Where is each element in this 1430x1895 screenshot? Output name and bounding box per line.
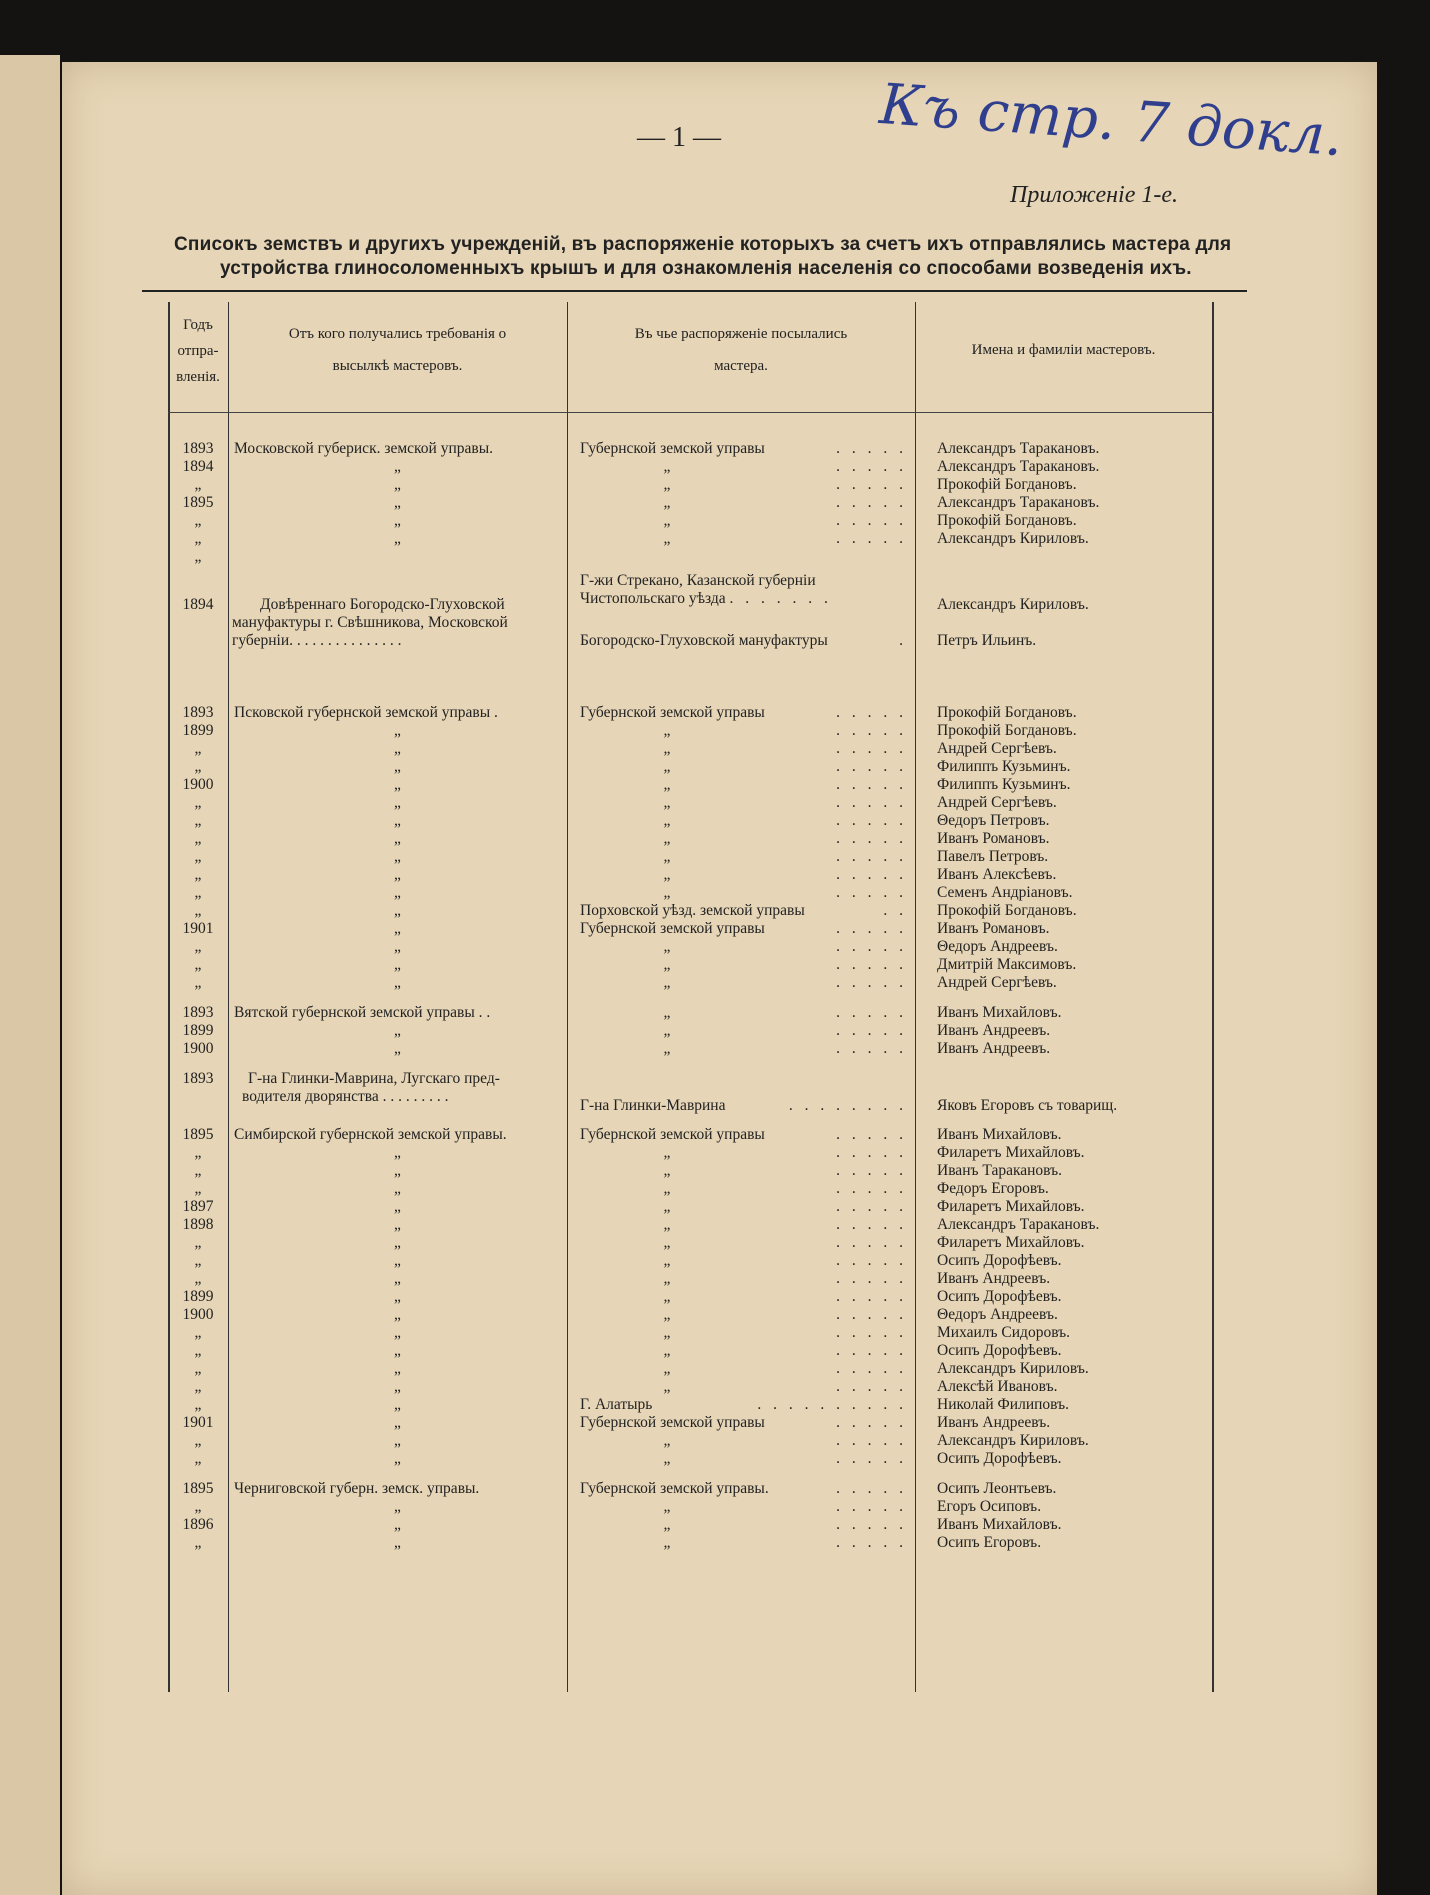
- header-masters: Имена и фамиліи мастеровъ.: [971, 342, 1156, 358]
- requester-cell: „: [394, 1216, 401, 1233]
- requester-cell: „: [394, 1324, 401, 1341]
- leader-dots: . . . . .: [836, 938, 907, 955]
- year-cell: „: [194, 974, 202, 991]
- recipient-cell: „: [663, 1450, 671, 1467]
- leader-dots: . . . . .: [836, 476, 907, 493]
- leader-dots: . . . . .: [836, 1450, 907, 1467]
- requester-cell: „: [394, 1306, 401, 1323]
- recipient-cell: Губернской земской управы: [580, 704, 765, 721]
- master-name-cell: Прокофій Богдановъ.: [937, 704, 1077, 721]
- master-name-cell: Осипъ Дорофѣевъ.: [937, 1342, 1062, 1359]
- requester-line: губерніи. . . . . . . . . . . . . . .: [232, 632, 402, 649]
- requester-cell: „: [394, 758, 401, 775]
- year-cell: 1900: [182, 1306, 214, 1323]
- recipient-cell: „: [663, 1516, 671, 1533]
- recipient-cell: „: [663, 956, 671, 973]
- master-name-cell: Александръ Кириловъ.: [937, 1360, 1089, 1377]
- requester-cell: „: [394, 902, 401, 919]
- master-name-cell: Иванъ Михайловъ.: [937, 1516, 1062, 1533]
- year-cell: „: [194, 1396, 202, 1413]
- master-name-cell: Иванъ Андреевъ.: [937, 1040, 1051, 1057]
- recipient-cell: „: [663, 494, 671, 511]
- leader-dots: . . . . .: [836, 1216, 907, 1233]
- handwritten-note: Къ стр. 7 докл.: [877, 72, 1345, 170]
- requester-line: водителя дворянства . . . . . . . . .: [242, 1088, 449, 1105]
- recipient-cell: „: [663, 1378, 671, 1395]
- recipient-cell: „: [663, 1306, 671, 1323]
- master-name-cell: Θедоръ Андреевъ.: [937, 938, 1058, 955]
- master-name-cell: Андрей Сергѣевъ.: [937, 794, 1057, 811]
- recipient-cell: Богородско-Глуховской мануфактуры: [580, 632, 828, 649]
- requester-cell: „: [394, 1378, 401, 1395]
- recipient-cell: „: [663, 1534, 671, 1551]
- header-rule: [168, 412, 1214, 413]
- year-cell: „: [194, 902, 202, 919]
- requester-cell: „: [394, 1162, 401, 1179]
- requester-cell: Псковской губернской земской управы .: [234, 704, 498, 721]
- recipient-line: Г-жи Стрекано, Казанской губерніи: [580, 572, 816, 589]
- recipient-cell: „: [663, 848, 671, 865]
- year-cell: „: [194, 1378, 202, 1395]
- master-name-cell: Алексѣй Ивановъ.: [937, 1378, 1058, 1395]
- leader-dots: . . . . .: [836, 512, 907, 529]
- requester-cell: „: [394, 722, 401, 739]
- recipient-cell: „: [663, 1252, 671, 1269]
- page-number: — 1 —: [637, 122, 721, 153]
- leader-dots: . . . . .: [836, 1162, 907, 1179]
- recipient-cell: „: [663, 1288, 671, 1305]
- document-page: [62, 62, 1377, 1895]
- master-name-cell: Александръ Кириловъ.: [937, 596, 1089, 613]
- table-right-border: [1212, 302, 1214, 1692]
- leader-dots: . . . . .: [836, 758, 907, 775]
- master-name-cell: Прокофій Богдановъ.: [937, 902, 1077, 919]
- year-cell: „: [194, 740, 202, 757]
- master-name-cell: Андрей Сергѣевъ.: [937, 740, 1057, 757]
- requester-cell: „: [394, 812, 401, 829]
- leader-dots: . . . . .: [836, 974, 907, 991]
- requester-cell: „: [394, 1414, 401, 1431]
- leader-dots: . . . . .: [836, 776, 907, 793]
- leader-dots: . . . . .: [836, 1360, 907, 1377]
- requester-cell: „: [394, 530, 401, 547]
- recipient-cell: „: [663, 530, 671, 547]
- recipient-cell: „: [663, 1180, 671, 1197]
- year-cell: „: [194, 1498, 202, 1515]
- recipient-cell: „: [663, 1022, 671, 1039]
- year-cell: 1899: [182, 1288, 214, 1305]
- master-name-cell: Андрей Сергѣевъ.: [937, 974, 1057, 991]
- requester-cell: „: [394, 740, 401, 757]
- header-year-line: отпра-: [177, 343, 219, 359]
- master-name-cell: Семенъ Андріановъ.: [937, 884, 1073, 901]
- recipient-cell: Г. Алатырь: [580, 1396, 653, 1413]
- requester-cell: „: [394, 1180, 401, 1197]
- master-name-cell: Николай Филиповъ.: [937, 1396, 1069, 1413]
- leader-dots: . . . . .: [836, 722, 907, 739]
- master-name-cell: Иванъ Андреевъ.: [937, 1022, 1051, 1039]
- master-name-cell: Петръ Ильинъ.: [937, 632, 1037, 649]
- recipient-cell: „: [663, 1498, 671, 1515]
- year-cell: 1899: [182, 1022, 214, 1039]
- leader-dots: . . . . .: [836, 848, 907, 865]
- year-cell: 1901: [182, 1414, 214, 1431]
- recipient-cell: „: [663, 1432, 671, 1449]
- recipient-cell: „: [663, 794, 671, 811]
- year-cell: „: [194, 1234, 202, 1251]
- year-cell: „: [194, 1432, 202, 1449]
- recipient-cell: „: [663, 1162, 671, 1179]
- leader-dots: . . . . .: [836, 530, 907, 547]
- requester-cell: „: [394, 1288, 401, 1305]
- recipient-cell: „: [663, 722, 671, 739]
- master-name-cell: Филаретъ Михайловъ.: [937, 1144, 1085, 1161]
- leader-dots: . . . . .: [836, 1126, 907, 1143]
- year-cell: 1895: [182, 1480, 214, 1497]
- leader-dots: . . . . .: [836, 1144, 907, 1161]
- requester-cell: „: [394, 974, 401, 991]
- master-name-cell: Осипъ Леонтьевъ.: [937, 1480, 1057, 1497]
- year-cell: „: [194, 956, 202, 973]
- leader-dots: . . . . . . . . . .: [757, 1396, 907, 1413]
- year-cell: „: [194, 758, 202, 775]
- leader-dots: . . . . .: [836, 1022, 907, 1039]
- requester-cell: „: [394, 938, 401, 955]
- recipient-cell: „: [663, 1004, 671, 1021]
- recipient-cell: „: [663, 1040, 671, 1057]
- requester-cell: „: [394, 794, 401, 811]
- requester-cell: „: [394, 1534, 401, 1551]
- year-cell: „: [194, 1324, 202, 1341]
- year-cell: 1893: [182, 1070, 214, 1087]
- requester-cell: Черниговской губерн. земск. управы.: [234, 1480, 480, 1497]
- leader-dots: . . . . .: [836, 440, 907, 457]
- recipient-cell: „: [663, 1360, 671, 1377]
- recipient-cell: Губернской земской управы: [580, 920, 765, 937]
- master-name-cell: Дмитрій Максимовъ.: [937, 956, 1077, 973]
- year-cell: 1896: [182, 1516, 214, 1533]
- requester-cell: „: [394, 1198, 401, 1215]
- year-cell: „: [194, 884, 202, 901]
- leader-dots: . . . . .: [836, 1004, 907, 1021]
- document-title-line-1: Списокъ земствъ и другихъ учрежденій, въ распоряженіе которыхъ за счетъ ихъ отправлялись мастера для: [174, 234, 1232, 255]
- header-year: [168, 312, 228, 390]
- recipient-cell: Губернской земской управы: [580, 1126, 765, 1143]
- requester-cell: „: [394, 848, 401, 865]
- recipient-cell: „: [663, 1198, 671, 1215]
- leader-dots: . . . . .: [836, 740, 907, 757]
- year-cell: 1894: [182, 596, 214, 613]
- requester-cell: Московской губериск. земской управы.: [234, 440, 493, 457]
- requester-cell: „: [394, 1396, 401, 1413]
- master-name-cell: Осипъ Дорофѣевъ.: [937, 1252, 1062, 1269]
- year-cell: „: [194, 812, 202, 829]
- recipient-cell: „: [663, 830, 671, 847]
- recipient-cell: „: [663, 884, 671, 901]
- year-cell: „: [194, 530, 202, 547]
- requester-cell: „: [394, 1234, 401, 1251]
- recipient-cell: „: [663, 758, 671, 775]
- requester-cell: „: [394, 1432, 401, 1449]
- master-name-cell: Прокофій Богдановъ.: [937, 476, 1077, 493]
- recipient-cell: „: [663, 1342, 671, 1359]
- year-cell: 1898: [182, 1216, 214, 1233]
- requester-cell: „: [394, 1450, 401, 1467]
- recipient-cell: „: [663, 740, 671, 757]
- recipient-cell: „: [663, 866, 671, 883]
- leader-dots: . . . . .: [836, 1480, 907, 1497]
- requester-cell: „: [394, 476, 401, 493]
- header-year-line: вленія.: [176, 369, 220, 385]
- header-year-line: Годъ: [183, 317, 213, 333]
- requester-cell: „: [394, 1040, 401, 1057]
- master-name-cell: Иванъ Таракановъ.: [937, 1162, 1063, 1179]
- year-cell: 1893: [182, 704, 214, 721]
- header-recipient-line: Въ чье распоряженіе посылались: [634, 326, 848, 342]
- master-name-cell: Александръ Таракановъ.: [937, 1216, 1100, 1233]
- requester-cell: „: [394, 920, 401, 937]
- recipient-cell: Губернской земской управы.: [580, 1480, 769, 1497]
- master-name-cell: Осипъ Егоровъ.: [937, 1534, 1042, 1551]
- requester-cell: „: [394, 830, 401, 847]
- recipient-cell: „: [663, 974, 671, 991]
- recipient-cell: „: [663, 1324, 671, 1341]
- year-cell: „: [194, 1270, 202, 1287]
- master-name-cell: Александръ Таракановъ.: [937, 440, 1100, 457]
- recipient-line: [580, 590, 832, 608]
- leader-dots: . . . . .: [836, 956, 907, 973]
- leader-dots: . . . . .: [836, 704, 907, 721]
- recipient-cell: „: [663, 812, 671, 829]
- document-title-line-2: устройства глиносоломенныхъ крышъ и для ознакомленія населенія со способами возведенія ихъ.: [220, 258, 1192, 279]
- requester-multiline: [242, 1070, 500, 1106]
- master-name-cell: Александръ Кириловъ.: [937, 1432, 1089, 1449]
- leader-dots: . . . . .: [836, 1306, 907, 1323]
- master-name-cell: Θедоръ Андреевъ.: [937, 1306, 1058, 1323]
- recipient-cell: Губернской земской управы: [580, 440, 765, 457]
- leader-dots: . . . . .: [836, 812, 907, 829]
- recipient-cell: „: [663, 476, 671, 493]
- year-cell: „: [194, 794, 202, 811]
- requester-cell: „: [394, 1252, 401, 1269]
- recipient-cell: „: [663, 1270, 671, 1287]
- year-cell: „: [194, 1144, 202, 1161]
- year-cell: „: [194, 1360, 202, 1377]
- year-cell: „: [194, 1252, 202, 1269]
- year-cell: „: [194, 476, 202, 493]
- leader-dots: . . . . .: [836, 884, 907, 901]
- leader-dots: . . . . .: [836, 458, 907, 475]
- leader-dots: . . . . .: [836, 1342, 907, 1359]
- master-name-cell: Егоръ Осиповъ.: [937, 1498, 1042, 1515]
- master-name-cell: Филиппъ Кузьминъ.: [937, 758, 1071, 775]
- year-cell: 1900: [182, 1040, 214, 1057]
- recipient-cell: Г-на Глинки-Маврина: [580, 1097, 726, 1114]
- requester-line: мануфактуры г. Свѣшникова, Московской: [232, 614, 508, 631]
- requester-cell: „: [394, 512, 401, 529]
- recipient-cell: „: [663, 1216, 671, 1233]
- requester-cell: Вятской губернской земской управы . .: [234, 1004, 491, 1021]
- requester-cell: „: [394, 1342, 401, 1359]
- leader-dots: . . . . .: [836, 920, 907, 937]
- leader-dots: . . . . .: [836, 1534, 907, 1551]
- master-name-cell: Филаретъ Михайловъ.: [937, 1234, 1085, 1251]
- year-cell: „: [194, 830, 202, 847]
- year-cell: „: [194, 866, 202, 883]
- master-name-cell: Александръ Таракановъ.: [937, 458, 1100, 475]
- requester-cell: „: [394, 1360, 401, 1377]
- appendix-label: Приложенiе 1-е.: [1010, 182, 1179, 208]
- leader-dots: . . . . . . .: [729, 590, 832, 607]
- master-name-cell: Иванъ Михайловъ.: [937, 1004, 1062, 1021]
- requester-cell: „: [394, 1144, 401, 1161]
- requester-multiline: [232, 596, 508, 650]
- recipient-cell: Порховской уѣзд. земской управы: [580, 902, 805, 919]
- master-name-cell: Иванъ Алексѣевъ.: [937, 866, 1057, 883]
- year-cell: 1899: [182, 722, 214, 739]
- leader-dots: . . . . .: [836, 1498, 907, 1515]
- leader-dots: . . . . .: [836, 1234, 907, 1251]
- leader-dots: . . . . .: [836, 1432, 907, 1449]
- year-cell: 1893: [182, 440, 214, 457]
- requester-cell: „: [394, 1516, 401, 1533]
- master-name-cell: Яковъ Егоровъ съ товарищ.: [937, 1097, 1118, 1114]
- master-name-cell: Θедоръ Петровъ.: [937, 812, 1050, 829]
- leader-dots: . . . . .: [836, 494, 907, 511]
- year-cell: „: [194, 938, 202, 955]
- master-name-cell: Михаилъ Сидоровъ.: [937, 1324, 1071, 1341]
- year-cell: „: [194, 1342, 202, 1359]
- leader-dots: . . . . .: [836, 1324, 907, 1341]
- recipient-multiline: [580, 572, 832, 608]
- requester-line: Г-на Глинки-Маврина, Лугскаго пред-: [248, 1070, 500, 1087]
- recipient-cell: „: [663, 512, 671, 529]
- recipient-cell: „: [663, 458, 671, 475]
- recipient-cell: Губернской земской управы: [580, 1414, 765, 1431]
- header-requester-line: высылкѣ мастеровъ.: [332, 358, 463, 374]
- year-cell: 1893: [182, 1004, 214, 1021]
- leader-dots: . . . . . . . .: [788, 1097, 907, 1114]
- leader-dots: . . . . .: [836, 1180, 907, 1197]
- leader-dots: . . . . .: [836, 1414, 907, 1431]
- year-cell: 1894: [182, 458, 214, 475]
- master-name-cell: Прокофій Богдановъ.: [937, 722, 1077, 739]
- master-name-cell: Иванъ Андреевъ.: [937, 1414, 1051, 1431]
- recipient-cell: „: [663, 938, 671, 955]
- leader-dots: . . . . .: [836, 1252, 907, 1269]
- master-name-cell: Осипъ Дорофѣевъ.: [937, 1288, 1062, 1305]
- requester-cell: Симбирской губернской земской управы.: [234, 1126, 507, 1143]
- previous-page-edge: [0, 55, 60, 1895]
- leader-dots: .: [899, 632, 907, 649]
- leader-dots: . .: [883, 902, 907, 919]
- leader-dots: . . . . .: [836, 1378, 907, 1395]
- year-cell: „: [194, 1534, 202, 1551]
- requester-cell: „: [394, 884, 401, 901]
- leader-dots: . . . . .: [836, 1516, 907, 1533]
- requester-line: Довѣреннаго Богородско-Глуховской: [260, 596, 505, 613]
- leader-dots: . . . . .: [836, 1198, 907, 1215]
- year-cell: „: [194, 1450, 202, 1467]
- header-recipient: [567, 318, 915, 382]
- requester-cell: „: [394, 1022, 401, 1039]
- year-cell: „: [194, 1180, 202, 1197]
- requester-cell: „: [394, 1498, 401, 1515]
- master-name-cell: Иванъ Романовъ.: [937, 830, 1050, 847]
- master-name-cell: Федоръ Егоровъ.: [937, 1180, 1049, 1197]
- master-name-cell: Александръ Кириловъ.: [937, 530, 1089, 547]
- header-requester: [228, 318, 567, 382]
- requester-cell: „: [394, 866, 401, 883]
- master-name-cell: Павелъ Петровъ.: [937, 848, 1049, 865]
- leader-dots: . . . . .: [836, 1040, 907, 1057]
- year-cell: 1897: [182, 1198, 214, 1215]
- recipient-cell: „: [663, 1144, 671, 1161]
- master-name-cell: Иванъ Романовъ.: [937, 920, 1050, 937]
- year-cell: „: [194, 548, 202, 565]
- year-cell: „: [194, 848, 202, 865]
- recipient-line-text: Чистопольскаго уѣзда: [580, 590, 726, 607]
- recipient-cell: „: [663, 776, 671, 793]
- master-name-cell: Филаретъ Михайловъ.: [937, 1198, 1085, 1215]
- year-cell: „: [194, 1162, 202, 1179]
- header-requester-line: Отъ кого получались требованія о: [288, 326, 507, 342]
- requester-cell: „: [394, 956, 401, 973]
- requester-cell: „: [394, 776, 401, 793]
- year-cell: 1900: [182, 776, 214, 793]
- recipient-cell: „: [663, 1234, 671, 1251]
- year-cell: 1901: [182, 920, 214, 937]
- leader-dots: . . . . .: [836, 866, 907, 883]
- master-name-cell: Осипъ Дорофѣевъ.: [937, 1450, 1062, 1467]
- header-recipient-line: мастера.: [714, 358, 768, 374]
- leader-dots: . . . . .: [836, 794, 907, 811]
- leader-dots: . . . . .: [836, 1270, 907, 1287]
- column-divider: [915, 302, 916, 1692]
- master-name-cell: Иванъ Андреевъ.: [937, 1270, 1051, 1287]
- master-name-cell: Иванъ Михайловъ.: [937, 1126, 1062, 1143]
- year-cell: 1895: [182, 494, 214, 511]
- master-name-cell: Александръ Таракановъ.: [937, 494, 1100, 511]
- requester-cell: „: [394, 458, 401, 475]
- requester-cell: „: [394, 494, 401, 511]
- requester-cell: „: [394, 1270, 401, 1287]
- leader-dots: . . . . .: [836, 830, 907, 847]
- year-cell: „: [194, 512, 202, 529]
- leader-dots: . . . . .: [836, 1288, 907, 1305]
- title-rule: [142, 290, 1247, 292]
- year-cell: 1895: [182, 1126, 214, 1143]
- master-name-cell: Прокофій Богдановъ.: [937, 512, 1077, 529]
- master-name-cell: Филиппъ Кузьминъ.: [937, 776, 1071, 793]
